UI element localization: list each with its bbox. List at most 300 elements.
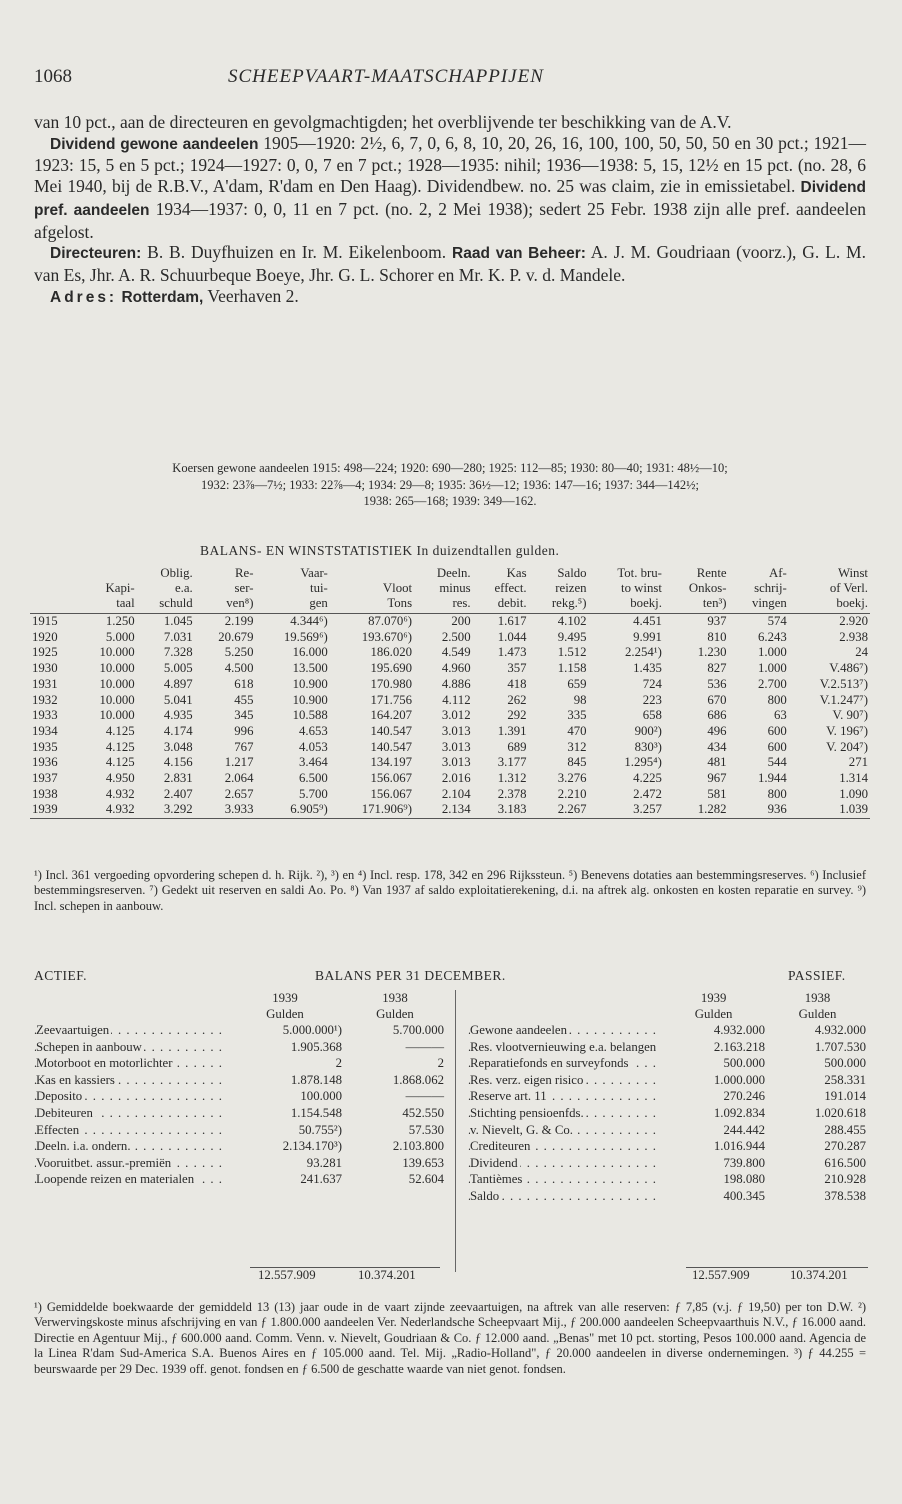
stat-value-cell: 223	[642, 692, 662, 707]
stat-header-cell	[76, 566, 137, 581]
passief-item-value: 400.345	[723, 1188, 766, 1203]
stat-header-cell: Winst	[837, 566, 868, 580]
stat-value-cell: 434	[707, 739, 727, 754]
actief-row	[34, 1171, 446, 1188]
stat-header-cell: Kas	[506, 566, 527, 580]
stat-value-cell: 689	[507, 739, 527, 754]
stat-year-cell: 1932	[32, 692, 58, 707]
stat-header-cell: rekg.⁵)	[529, 596, 589, 614]
stat-value-cell: 24	[855, 645, 868, 660]
passief-item-text: Reserve art. 11	[470, 1089, 547, 1104]
passief-item-value: 739.800	[723, 1155, 766, 1170]
passief-item-value: 244.442	[723, 1122, 766, 1137]
stat-value-cell: 1.250	[105, 614, 135, 628]
stat-header-cell: ser-	[234, 581, 254, 595]
stat-header-cell: Rente	[696, 566, 727, 580]
stat-header-cell: res.	[414, 596, 473, 614]
actief-item-value: 2.134.170³)	[282, 1139, 342, 1154]
stat-value-cell: 4.549	[441, 645, 471, 660]
stat-value-cell: 1.158	[557, 661, 587, 676]
actief-item-label	[34, 1022, 226, 1039]
stat-row	[30, 645, 870, 661]
stat-header-cell: schuld	[137, 596, 195, 614]
actief-item-text: Schepen in aanbouw	[36, 1039, 142, 1054]
stat-header-cell: ten³)	[664, 596, 729, 614]
stat-title: BALANS- EN WINSTSTATISTIEK In duizendtallen gulden.	[200, 543, 560, 558]
stat-header-row	[30, 581, 870, 596]
actief-row	[34, 1022, 446, 1039]
stat-value-cell: 600	[767, 723, 787, 738]
stat-header-cell: to winst	[621, 581, 662, 595]
stat-row	[30, 740, 870, 756]
stat-value-cell: V.2.513⁷)	[819, 676, 868, 691]
passief-item-value: 210.928	[824, 1172, 866, 1187]
stat-value-cell: 3.933	[195, 802, 256, 818]
balans-divider	[455, 990, 456, 1272]
stat-value-cell: 724	[642, 676, 662, 691]
stat-year-cell: 1915	[32, 614, 58, 628]
stat-value-cell: 4.102	[557, 614, 587, 628]
passief-row	[468, 1039, 868, 1056]
actief-item-text: Motorboot en motorlichter	[36, 1056, 173, 1071]
passief-item-label	[468, 1171, 660, 1188]
stat-value-cell: 200	[451, 614, 471, 628]
stat-value-cell: V.486⁷)	[829, 661, 868, 676]
year-header: 1938	[382, 991, 408, 1005]
stat-value-cell: 1.230	[697, 645, 727, 660]
stat-value-cell: 10.900	[292, 692, 328, 707]
stat-row	[30, 693, 870, 709]
passief-item-value: 1.707.530	[814, 1039, 866, 1054]
passief-item-value: 191.014	[824, 1089, 866, 1104]
unit-header: Gulden	[266, 1007, 304, 1021]
stat-value-cell: 170.980	[370, 676, 413, 691]
stat-header-cell: ven⁸)	[195, 596, 256, 614]
stat-value-cell: 5.041	[163, 692, 193, 707]
stat-value-cell: V. 204⁷)	[826, 739, 868, 754]
actief-item-value: 5.700.000	[392, 1023, 444, 1037]
actief-item-label	[34, 1039, 226, 1056]
stat-value-cell: 4.174	[163, 723, 193, 738]
passief-item-text: Crediteuren	[470, 1139, 531, 1154]
actief-body	[34, 1022, 446, 1188]
actief-row	[34, 1055, 446, 1072]
koersen-line: 1938: 265—168; 1939: 349—162.	[363, 494, 537, 508]
passief-item-value: 270.287	[824, 1139, 866, 1154]
stat-header-row	[30, 566, 870, 581]
stat-value-cell: 4.950	[105, 771, 135, 786]
actief-item-text: Vooruitbet. assur.-premiën	[36, 1155, 172, 1170]
stat-value-cell: 544	[767, 755, 787, 770]
stat-value-cell: 937	[707, 614, 727, 628]
stat-value-cell: 140.547	[370, 723, 413, 738]
stat-header-cell: Kapi-	[105, 581, 135, 595]
stat-value-cell: 3.276	[557, 771, 587, 786]
actief-item-label	[34, 1122, 226, 1139]
passief-item-label	[468, 1072, 660, 1089]
stat-header-cell	[30, 596, 76, 614]
raad-label: Raad van Beheer:	[452, 245, 586, 263]
stat-value-cell: 2.134	[414, 802, 473, 818]
stat-value-cell: 4.653	[299, 723, 328, 738]
stat-value-cell: 2.267	[529, 802, 589, 818]
unit-header: Gulden	[798, 1007, 837, 1021]
actief-total-1939: 12.557.909	[258, 1268, 316, 1282]
stat-value-cell: 658	[642, 708, 662, 723]
stat-value-cell: 156.067	[370, 771, 413, 786]
actief-item-value: 5.000.000¹)	[282, 1023, 342, 1037]
stat-table-body	[30, 614, 870, 819]
stat-value-cell: 335	[567, 708, 587, 723]
stat-value-cell: 357	[507, 661, 527, 676]
stat-header-cell: taal	[76, 596, 137, 614]
stat-header-cell: Af-	[769, 566, 787, 580]
stat-row	[30, 708, 870, 724]
stat-year-cell: 1936	[32, 755, 58, 770]
actief-item-value: 452.550	[402, 1105, 444, 1120]
passief-row	[468, 1022, 868, 1039]
stat-row	[30, 614, 870, 630]
stat-year-cell: 1920	[32, 629, 58, 644]
stat-value-cell: 1.312	[497, 771, 527, 786]
stat-value-cell: 2.831	[163, 771, 193, 786]
actief-total-1938: 10.374.201	[358, 1268, 416, 1282]
koersen-block	[34, 460, 866, 510]
stat-header-cell: e.a.	[174, 581, 193, 595]
actief-item-label	[34, 1171, 226, 1188]
passief-item-value: 1.016.944	[713, 1139, 766, 1154]
stat-row	[30, 724, 870, 740]
stat-value-cell: 3.048	[163, 739, 193, 754]
stat-value-cell: 5.700	[299, 786, 328, 801]
actief-item-value: 2	[335, 1056, 342, 1071]
stat-row	[30, 771, 870, 787]
passief-item-label	[468, 1039, 660, 1056]
balans-footnotes	[34, 1300, 866, 1377]
stat-value-cell: 3.013	[441, 739, 471, 754]
stat-value-cell: 312	[567, 739, 587, 754]
stat-value-cell: 1.090	[839, 786, 868, 801]
stat-year-cell: 1930	[32, 661, 58, 676]
stat-footnote-text: ¹) Incl. 361 vergoeding opvordering schepen d. h. Rijk. ²), ³) en ⁴) Incl. resp. 178, 342 en 296 Rijkssteun. ⁵) Benevens dotaties aan bestemmingsreserves. ⁶) Inclusief bestemmingsreserven. ⁷) Gedekt uit reserven en saldi Ao. Po. ⁸) Van 1937 af saldo exploitatierekening, d.i. na aftrek alg. onkosten en kosten reparatie en survey. ⁹) Incl. schepen in aanbouw.	[34, 868, 866, 913]
stat-header-cell: Re-	[235, 566, 254, 580]
stat-header-cell: Oblig.	[160, 566, 193, 580]
passief-row	[468, 1122, 868, 1139]
stat-value-cell: 1.039	[789, 802, 870, 818]
passief-label: PASSIEF.	[788, 968, 846, 983]
passief-total-1938: 10.374.201	[790, 1268, 848, 1282]
stat-header-cell: Deeln.	[436, 566, 471, 580]
actief-row	[34, 1072, 446, 1089]
unit-header: Gulden	[376, 1007, 414, 1021]
stat-value-cell: 2.920	[839, 614, 868, 628]
stat-value-cell: 1.000	[758, 645, 787, 660]
stat-value-cell: 936	[729, 802, 789, 818]
stat-value-cell: 3.292	[137, 802, 195, 818]
stat-value-cell: 2.199	[224, 614, 254, 628]
stat-value-cell: 98	[573, 692, 587, 707]
stat-value-cell: 659	[567, 676, 587, 691]
stat-value-cell: 20.679	[218, 629, 254, 644]
stat-value-cell: 2.210	[557, 786, 587, 801]
stat-value-cell: 996	[234, 723, 254, 738]
stat-value-cell: 2.500	[441, 629, 471, 644]
stat-header-cell: vingen	[729, 596, 789, 614]
stat-value-cell: 4.935	[163, 708, 193, 723]
stat-header-cell: effect.	[494, 581, 527, 595]
stat-header-cell: debit.	[473, 596, 529, 614]
stat-value-cell: 967	[707, 771, 727, 786]
stat-value-cell: 418	[507, 676, 527, 691]
stat-value-cell: V. 196⁷)	[826, 723, 868, 738]
stat-value-cell: 3.183	[473, 802, 529, 818]
stat-value-cell: 10.900	[292, 676, 328, 691]
stat-value-cell: 2.378	[497, 786, 527, 801]
passief-row	[468, 1171, 868, 1188]
stat-value-cell: 10.000	[99, 708, 135, 723]
page-header	[34, 66, 864, 90]
year-header: 1938	[804, 991, 831, 1005]
passief-item-value: 378.538	[824, 1188, 866, 1203]
stat-row	[30, 787, 870, 803]
stat-value-cell: 4.156	[163, 755, 193, 770]
stat-table	[30, 566, 870, 819]
stat-header-cell: boekj.	[589, 596, 664, 614]
stat-value-cell: 4.897	[163, 676, 193, 691]
passief-item-value: 198.080	[723, 1172, 766, 1187]
stat-value-cell: 6.905⁹)	[255, 802, 329, 818]
stat-value-cell: 164.207	[370, 708, 413, 723]
stat-header-cell: Onkos-	[688, 581, 727, 595]
stat-value-cell: 1.391	[497, 723, 527, 738]
dividend-paragraph	[34, 133, 866, 243]
stat-value-cell: 1.944	[758, 771, 787, 786]
passief-item-value: 1.092.834	[713, 1105, 766, 1120]
page-number: 1068	[34, 66, 72, 87]
passief-row	[468, 1155, 868, 1172]
passief-item-label	[468, 1022, 660, 1039]
passief-item-text: Res. vlootvernieuwing e.a. belangen	[470, 1039, 657, 1054]
stat-value-cell: 536	[707, 676, 727, 691]
passief-body	[468, 1022, 868, 1205]
dividend-pref-label: Dividend pref. aandeelen	[34, 179, 866, 219]
passief-item-value: 258.331	[824, 1072, 866, 1087]
actief-item-label	[34, 1088, 226, 1105]
stat-value-cell: 4.932	[105, 786, 135, 801]
passief-item-label	[468, 1055, 660, 1072]
passief-row	[468, 1188, 868, 1205]
passief-total-1939: 12.557.909	[692, 1268, 750, 1282]
stat-value-cell: 10.000	[99, 692, 135, 707]
actief-item-label	[34, 1155, 226, 1172]
stat-value-cell: 7.031	[163, 629, 193, 644]
stat-value-cell: 171.756	[370, 692, 413, 707]
stat-value-cell: 2.700	[758, 676, 787, 691]
stat-header-cell	[30, 581, 76, 596]
stat-value-cell: 1.217	[224, 755, 254, 770]
stat-value-cell: 4.500	[224, 661, 254, 676]
passief-row	[468, 1088, 868, 1105]
stat-header-cell	[30, 566, 76, 581]
stat-value-cell: 4.125	[105, 755, 135, 770]
actief-item-value: 1.154.548	[290, 1105, 342, 1120]
actief-item-value: 2	[437, 1056, 444, 1071]
passief-item-label	[468, 1088, 660, 1105]
stat-value-cell: 193.670⁶)	[361, 629, 413, 644]
passief-item-text: Dividend	[470, 1155, 518, 1170]
stat-value-cell: 1.512	[557, 645, 587, 660]
passief-item-text: Saldo	[470, 1188, 500, 1203]
passief-item-text: Res. verz. eigen risico	[470, 1072, 584, 1087]
stat-header-cell: of Verl.	[829, 581, 868, 595]
stat-value-cell: 4.053	[299, 739, 328, 754]
stat-value-cell: 581	[707, 786, 727, 801]
stat-header-cell: boekj.	[789, 596, 870, 614]
stat-value-cell: 4.225	[633, 771, 662, 786]
stat-header-cell: schrij-	[754, 581, 787, 595]
stat-row	[30, 661, 870, 677]
stat-year-cell: 1934	[32, 723, 58, 738]
actief-item-value: 52.604	[408, 1172, 444, 1187]
passief-item-value: 288.455	[824, 1122, 866, 1137]
actief-item-value: ———	[405, 1039, 444, 1054]
passief-item-value: 500.000	[824, 1056, 866, 1071]
stat-value-cell: 2.064	[224, 771, 254, 786]
directeuren-text: B. B. Duyfhuizen en Ir. M. Eikelenboom.	[141, 242, 453, 263]
stat-value-cell: 3.257	[589, 802, 664, 818]
stat-header-cell: Vloot	[382, 581, 413, 595]
stat-year-cell: 1937	[32, 771, 58, 786]
stat-value-cell: 6.500	[299, 771, 328, 786]
actief-label: ACTIEF.	[34, 968, 88, 983]
actief-item-value: 1.868.062	[392, 1072, 444, 1087]
dividend-gewone-label: Dividend gewone aandeelen	[50, 135, 259, 153]
passief-item-value: 4.932.000	[713, 1023, 766, 1037]
stat-value-cell: 4.451	[633, 614, 662, 628]
actief-item-text: Deposito	[36, 1089, 83, 1104]
stat-value-cell: 1.282	[664, 802, 729, 818]
actief-item-value: 1.878.148	[290, 1072, 342, 1087]
passief-item-value: 270.246	[723, 1089, 766, 1104]
actief-item-text: Deeln. i.a. ondern.	[36, 1139, 131, 1154]
stat-value-cell: 195.690	[370, 661, 413, 676]
stat-value-cell: 2.016	[441, 771, 471, 786]
stat-row	[30, 755, 870, 771]
passief-item-label	[468, 1105, 660, 1122]
koersen-line: Koersen gewone aandeelen 1915: 498—224; 1920: 690—280; 1925: 112—85; 1930: 80—40; 1931: 48½—10;	[172, 461, 728, 475]
stat-header-cell: tui-	[310, 581, 328, 595]
stat-value-cell: 3.012	[441, 708, 471, 723]
passief-item-label	[468, 1188, 660, 1205]
actief-item-value: 57.530	[408, 1122, 444, 1137]
actief-item-value: 93.281	[306, 1155, 342, 1170]
stat-value-cell: 5.005	[163, 661, 193, 676]
stat-value-cell: 1.000	[758, 661, 787, 676]
balans-footnote-text: ¹) Gemiddelde boekwaarde der gemiddeld 13 (13) jaar oude in de vaart zijnde zeevaartuigen, na aftrek van alle reserven: ƒ 7,85 (v.j. ƒ 19,50) per ton D.W. ²) Verwervingskoste minus afschrijving en van ƒ 1.800.000 aandeelen Ver. Nederlandsche Scheepvaart Mij., ƒ 200.000 aandeelen Scheepvaarthuis N.V., ƒ 16.000 aand. Directie en Agentuur Mij., ƒ 600.000 aand. Comm. Venn. v. Nievelt, Goudriaan & Co. ƒ 12.000 aand. „Benas" met 10 pct. storting, Pesos 100.000 aand. Agencia de la Linea R'dam Sud-America S.A. Buenos Aires en ƒ 105.000 aand. Tel. Mij. „Radio-Holland", ƒ 20.000 aandeelen in diverse ondernemingen. ³) ƒ 44.255 = beurswaarde per 29 Dec. 1939 off. genot. fondsen en ƒ 6.500 de geschatte waarde van niet genot. fondsen.	[34, 1300, 866, 1376]
stat-value-cell: 1.314	[839, 771, 868, 786]
passief-item-text: Stichting pensioenfds.	[470, 1105, 584, 1120]
stat-row	[30, 802, 870, 818]
actief-item-text: Debiteuren	[36, 1105, 93, 1120]
balans-title: BALANS PER 31 DECEMBER.	[315, 968, 506, 983]
stat-value-cell: 5.250	[224, 645, 254, 660]
stat-value-cell: 2.657	[224, 786, 254, 801]
actief-item-value: 241.637	[300, 1172, 342, 1187]
stat-value-cell: 171.906⁹)	[330, 802, 414, 818]
year-header: 1939	[272, 991, 298, 1005]
actief-row	[34, 1155, 446, 1172]
stat-value-cell: 3.177	[497, 755, 527, 770]
stat-value-cell: 4.344⁶)	[290, 614, 328, 628]
stat-year-cell: 1925	[32, 645, 58, 660]
actief-row	[34, 1138, 446, 1155]
stat-value-cell: 134.197	[370, 755, 413, 770]
stat-value-cell: V. 90⁷)	[832, 708, 868, 723]
stat-value-cell: 7.328	[163, 645, 193, 660]
stat-value-cell: 271	[848, 755, 868, 770]
stat-value-cell: 670	[707, 692, 727, 707]
stat-value-cell: 845	[567, 755, 587, 770]
actief-item-value: 100.000	[300, 1089, 342, 1104]
passief-row	[468, 1072, 868, 1089]
stat-footnotes	[34, 868, 866, 914]
stat-value-cell: 767	[234, 739, 254, 754]
actief-item-value: 2.103.800	[392, 1139, 444, 1154]
stat-row	[30, 677, 870, 693]
board-paragraph	[34, 242, 866, 285]
stat-header-cell: minus	[439, 581, 471, 595]
dividend-gewone-text: 1905—1920: 2½, 6, 7, 0, 6, 8, 10, 20, 26, 16, 100, 100, 50, 50, 50 en 30 pct.; 1921—1923: 15, 5 en 5 pct.; 1924—1927: 0, 0, 7 en 7 pct.; 1928—1935: nihil; 1936—1938: 5, 15, 12½ en 15 pct. (no. 28, 6 Mei 1940, bij de R.B.V., A'dam, R'dam en Den Haag). Dividendbew. no. 25 was claim, zie in emissietabel.	[34, 132, 867, 197]
stat-header-cell: Tot. bru-	[617, 566, 662, 580]
stat-header-cell: Saldo	[557, 566, 587, 580]
stat-value-cell: 470	[567, 723, 587, 738]
stat-value-cell: 3.013	[441, 755, 471, 770]
passief-item-text: v. Nievelt, G. & Co.	[470, 1122, 573, 1137]
stat-value-cell: 900²)	[634, 723, 662, 738]
passief-item-value: 2.163.218	[713, 1039, 766, 1054]
stat-value-cell: 6.243	[758, 629, 787, 644]
stat-value-cell: 827	[707, 661, 727, 676]
actief-item-label	[34, 1055, 226, 1072]
koersen-line: 1932: 23⅞—7½; 1933: 22⅞—4; 1934: 29—8; 1935: 36½—12; 1936: 147—16; 1937: 344—142½;	[201, 477, 699, 492]
actief-item-value: 1.905.368	[290, 1039, 342, 1054]
stat-table-head	[30, 566, 870, 614]
stat-value-cell: 19.569⁶)	[283, 629, 328, 644]
passief-item-value: 1.000.000	[713, 1072, 766, 1087]
stat-value-cell: 140.547	[370, 739, 413, 754]
stat-value-cell: 10.000	[99, 676, 135, 691]
stat-header-cell: reizen	[555, 581, 587, 595]
adres-text: Veerhaven 2.	[203, 285, 299, 306]
stat-value-cell: 1.045	[163, 614, 193, 628]
stat-value-cell: 1.473	[497, 645, 527, 660]
passief-item-value: 616.500	[824, 1155, 866, 1170]
passief-row	[468, 1138, 868, 1155]
stat-header-cell: Vaar-	[300, 566, 328, 580]
directeuren-label: Directeuren:	[50, 245, 142, 263]
stat-value-cell: 10.000	[99, 661, 135, 676]
stat-value-cell: 9.495	[557, 629, 587, 644]
actief-item-value: 139.653	[402, 1155, 444, 1170]
actief-item-label	[34, 1072, 226, 1089]
actief-item-value: 50.755²)	[298, 1122, 342, 1137]
raad-text: A. J. M. Goudriaan (voorz.), G. L. M. van Es, Jhr. A. R. Schuurbeque Boeye, Jhr. G. L. Schorer en Mr. K. P. v. d. Mandele.	[34, 242, 866, 285]
passief-item-text: Reparatiefonds en surveyfonds	[470, 1056, 629, 1071]
stat-value-cell: 1.044	[497, 629, 527, 644]
dividend-pref-text: 1934—1937: 0, 0, 11 en 7 pct. (no. 2, 2 Mei 1938); sedert 25 Febr. 1938 zijn alle pref. aandeelen afgelost.	[34, 198, 866, 242]
stat-value-cell: 1.295⁴)	[624, 755, 662, 770]
adres-label: Adres:	[50, 288, 118, 306]
